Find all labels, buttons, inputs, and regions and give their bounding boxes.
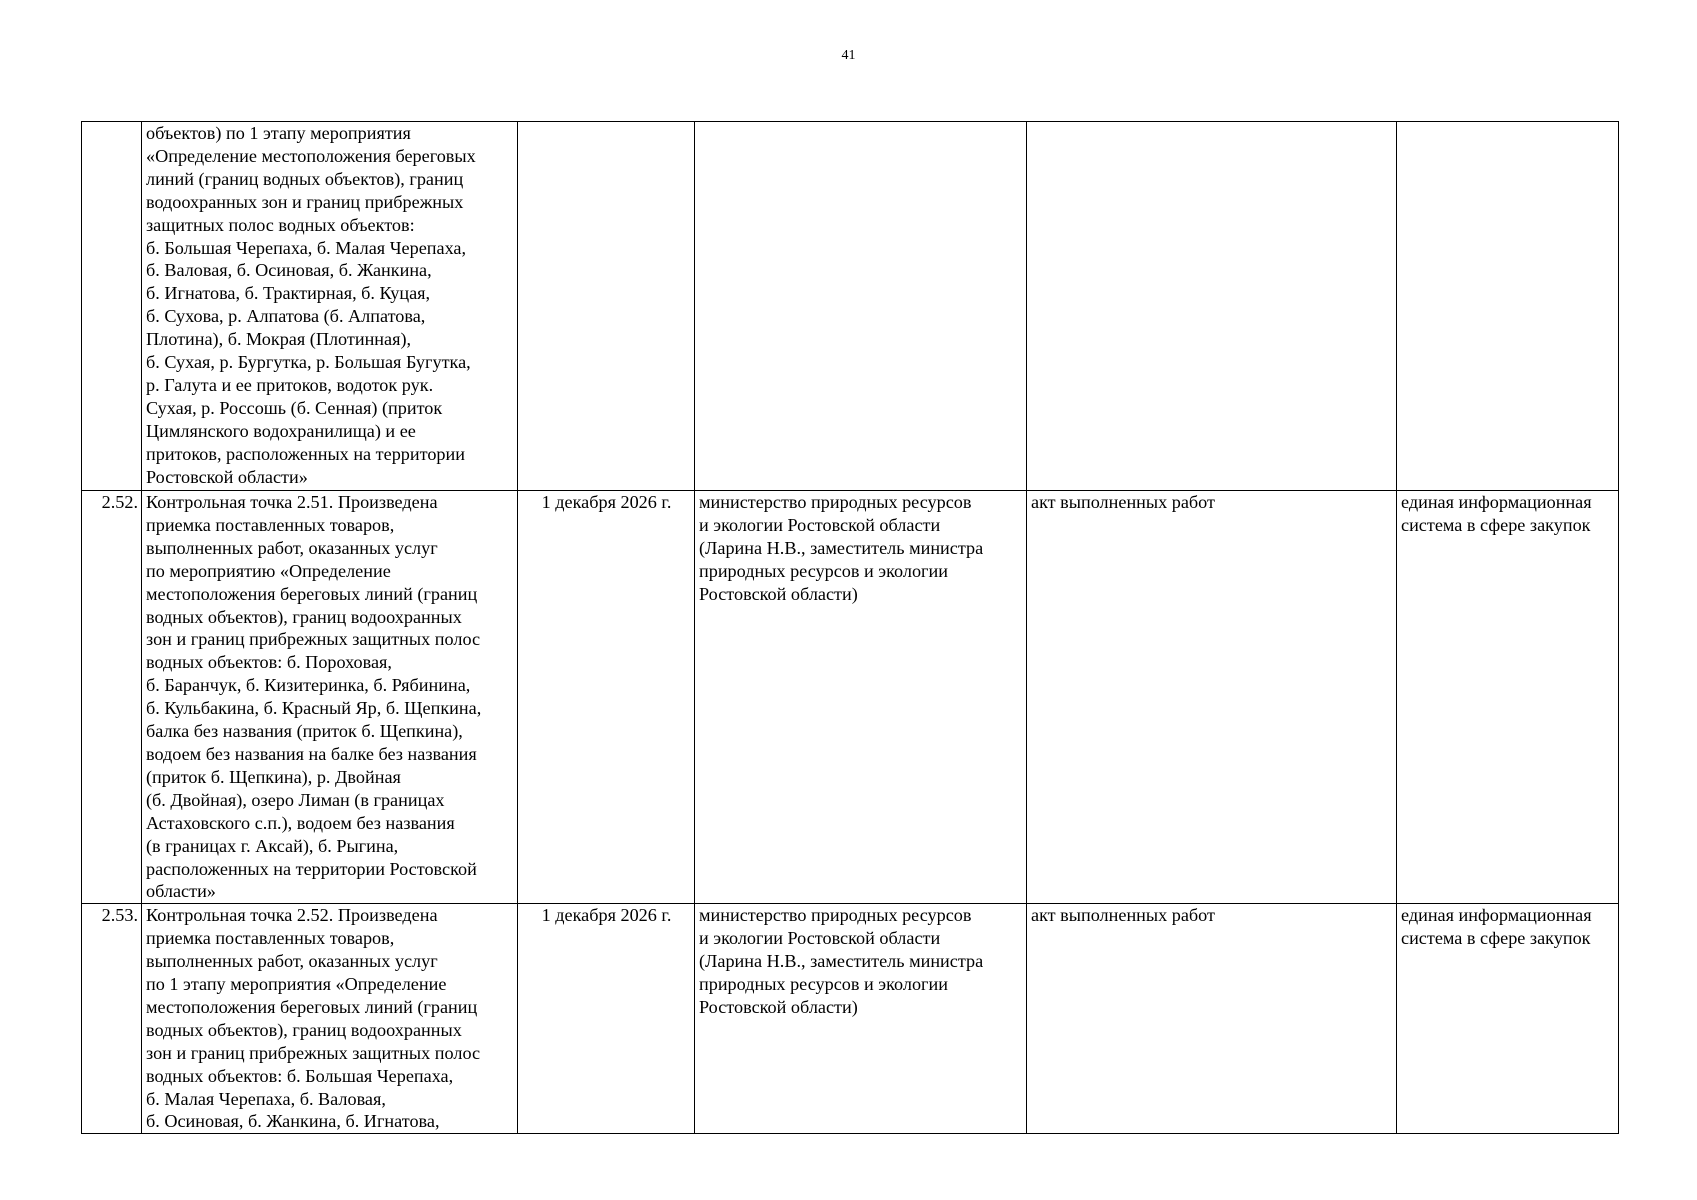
responsible-cell: министерство природных ресурсов и экологии Ростовской области (Ларина Н.В., заместитель министра природных ресурсов и экологии Ростовской области) <box>695 491 1027 904</box>
info-system-cell: единая информационная система в сфере закупок <box>1397 904 1619 1134</box>
document-cell: акт выполненных работ <box>1027 491 1397 904</box>
date-cell <box>518 122 695 491</box>
description-cell: Контрольная точка 2.52. Произведена приемка поставленных товаров, выполненных работ, оказанных услуг по 1 этапу мероприятия «Определение местоположения береговых линий (границ водных объектов), границ водоохранных зон и границ прибрежных защитных полос водных объектов: б. Большая Черепаха, б. Малая Черепаха, б. Валовая, б. Осиновая, б. Жанкина, б. Игнатова, <box>142 904 518 1134</box>
page-number: 41 <box>841 48 856 63</box>
info-system-cell <box>1397 122 1619 491</box>
responsible-cell <box>695 122 1027 491</box>
responsible-cell: министерство природных ресурсов и экологии Ростовской области (Ларина Н.В., заместитель министра природных ресурсов и экологии Ростовской области) <box>695 904 1027 1134</box>
document-cell <box>1027 122 1397 491</box>
control-points-table <box>81 121 1619 1134</box>
row-number-cell: 2.52. <box>82 491 142 904</box>
table-row <box>82 122 1619 491</box>
description-cell: объектов) по 1 этапу мероприятия «Определение местоположения береговых линий (границ водных объектов), границ водоохранных зон и границ прибрежных защитных полос водных объектов: б. Большая Черепаха, б. Малая Черепаха, б. Валовая, б. Осиновая, б. Жанкина, б. Игнатова, б. Трактирная, б. Куцая, б. Сухова, р. Алпатова (б. Алпатова, Плотина), б. Мокрая (Плотинная), б. Сухая, р. Бургутка, р. Большая Бугутка, р. Галута и ее притоков, водоток рук. Сухая, р. Россошь (б. Сенная) (приток Цимлянского водохранилища) и ее притоков, расположенных на территории Ростовской области» <box>142 122 518 491</box>
row-number-cell: 2.53. <box>82 904 142 1134</box>
date-cell: 1 декабря 2026 г. <box>518 491 695 904</box>
description-cell: Контрольная точка 2.51. Произведена приемка поставленных товаров, выполненных работ, оказанных услуг по мероприятию «Определение местоположения береговых линий (границ водных объектов), границ водоохранных зон и границ прибрежных защитных полос водных объектов: б. Пороховая, б. Баранчук, б. Кизитеринка, б. Рябинина, б. Кульбакина, б. Красный Яр, б. Щепкина, балка без названия (приток б. Щепкина), водоем без названия на балке без названия (приток б. Щепкина), р. Двойная (б. Двойная), озеро Лиман (в границах Астаховского с.п.), водоем без названия (в границах г. Аксай), б. Рыгина, расположенных на территории Ростовской области» <box>142 491 518 904</box>
row-number-cell <box>82 122 142 491</box>
table-row <box>82 491 1619 904</box>
info-system-cell: единая информационная система в сфере закупок <box>1397 491 1619 904</box>
document-cell: акт выполненных работ <box>1027 904 1397 1134</box>
table-row <box>82 904 1619 1134</box>
date-cell: 1 декабря 2026 г. <box>518 904 695 1134</box>
